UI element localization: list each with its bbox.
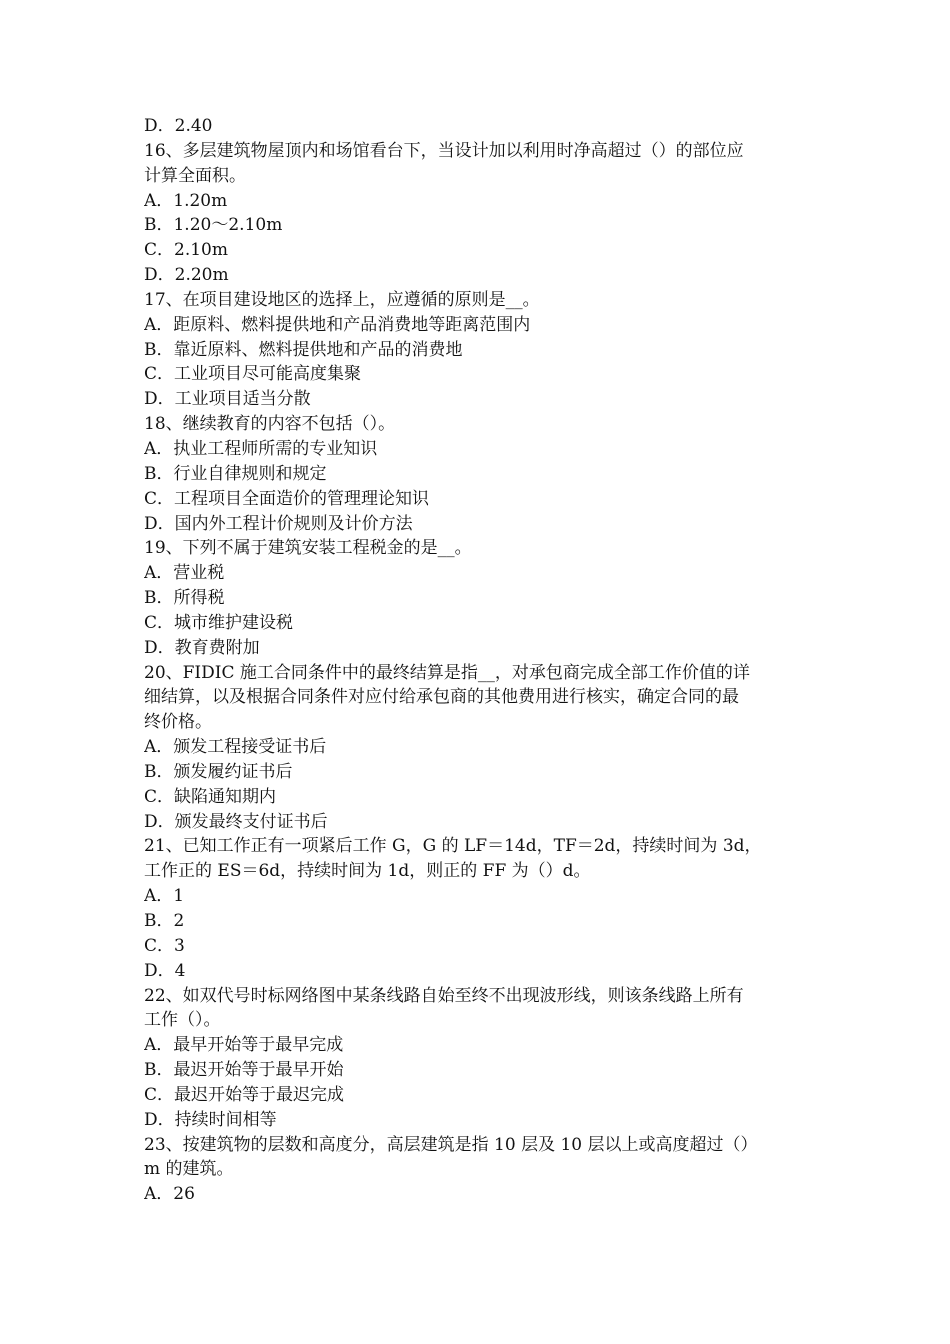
question-16-text-cont: 计算全面积。 bbox=[144, 165, 246, 186]
option-line: B．1.20～2.10m bbox=[144, 215, 283, 236]
question-21-text: 21、已知工作正有一项紧后工作 G，G 的 LF＝14d，TF＝2d，持续时间为 3d， bbox=[144, 836, 762, 857]
question-20-text-cont: 终价格。 bbox=[144, 712, 212, 733]
option-line: C．工业项目尽可能高度集聚 bbox=[144, 364, 362, 385]
option-line: D．2.40 bbox=[144, 116, 213, 136]
option-line: D．颁发最终支付证书后 bbox=[144, 811, 328, 832]
option-line: D．国内外工程计价规则及计价方法 bbox=[144, 513, 413, 534]
option-line: D．2.20m bbox=[144, 265, 229, 286]
question-23-text-cont: m 的建筑。 bbox=[144, 1159, 234, 1180]
option-line: A．执业工程师所需的专业知识 bbox=[144, 438, 378, 459]
option-line: A．1 bbox=[144, 886, 185, 907]
option-line: C．缺陷通知期内 bbox=[144, 786, 277, 807]
question-21-text-cont: 工作正的 ES＝6d，持续时间为 1d，则正的 FF 为（）d。 bbox=[144, 861, 591, 882]
option-line: B．颁发履约证书后 bbox=[144, 761, 293, 782]
question-20-text: 20、FIDIC 施工合同条件中的最终结算是指__，对承包商完成全部工作价值的详 bbox=[144, 662, 750, 683]
option-line: A．距原料、燃料提供地和产品消费地等距离范围内 bbox=[144, 314, 531, 335]
option-line: A．最早开始等于最早完成 bbox=[144, 1035, 344, 1056]
option-line: D．教育费附加 bbox=[144, 637, 260, 658]
option-line: A．营业税 bbox=[144, 563, 225, 584]
question-20-text-cont: 细结算，以及根据合同条件对应付给承包商的其他费用进行核实，确定合同的最 bbox=[144, 687, 739, 708]
option-line: A．1.20m bbox=[144, 190, 228, 211]
option-line: C．2.10m bbox=[144, 240, 228, 261]
option-line: B．所得税 bbox=[144, 588, 225, 609]
option-line: B．2 bbox=[144, 911, 185, 931]
option-line: A．颁发工程接受证书后 bbox=[144, 737, 327, 758]
question-22-text-cont: 工作（）。 bbox=[144, 1010, 221, 1031]
option-line: A．26 bbox=[144, 1184, 195, 1205]
question-19-text: 19、下列不属于建筑安装工程税金的是__。 bbox=[144, 538, 472, 559]
question-16-text: 16、多层建筑物屋顶内和场馆看台下，当设计加以利用时净高超过（）的部位应 bbox=[144, 140, 744, 161]
question-18-text: 18、继续教育的内容不包括（）。 bbox=[144, 414, 396, 435]
option-line: D．工业项目适当分散 bbox=[144, 389, 311, 410]
option-line: B．行业自律规则和规定 bbox=[144, 463, 327, 484]
option-line: D．4 bbox=[144, 960, 186, 981]
option-line: C．工程项目全面造价的管理理论知识 bbox=[144, 488, 430, 509]
option-line: C．3 bbox=[144, 935, 185, 956]
option-line: D．持续时间相等 bbox=[144, 1109, 277, 1130]
option-line: C．最迟开始等于最迟完成 bbox=[144, 1084, 345, 1105]
question-17-text: 17、在项目建设地区的选择上，应遵循的原则是__。 bbox=[144, 289, 540, 310]
option-line: B．最迟开始等于最早开始 bbox=[144, 1060, 344, 1081]
option-line: B．靠近原料、燃料提供地和产品的消费地 bbox=[144, 339, 463, 360]
option-line: C．城市维护建设税 bbox=[144, 612, 294, 633]
question-22-text: 22、如双代号时标网络图中某条线路自始至终不出现波形线，则该条线路上所有 bbox=[144, 985, 744, 1006]
document-body bbox=[144, 114, 810, 1207]
question-23-text: 23、按建筑物的层数和高度分，高层建筑是指 10 层及 10 层以上或高度超过（） bbox=[144, 1134, 758, 1155]
